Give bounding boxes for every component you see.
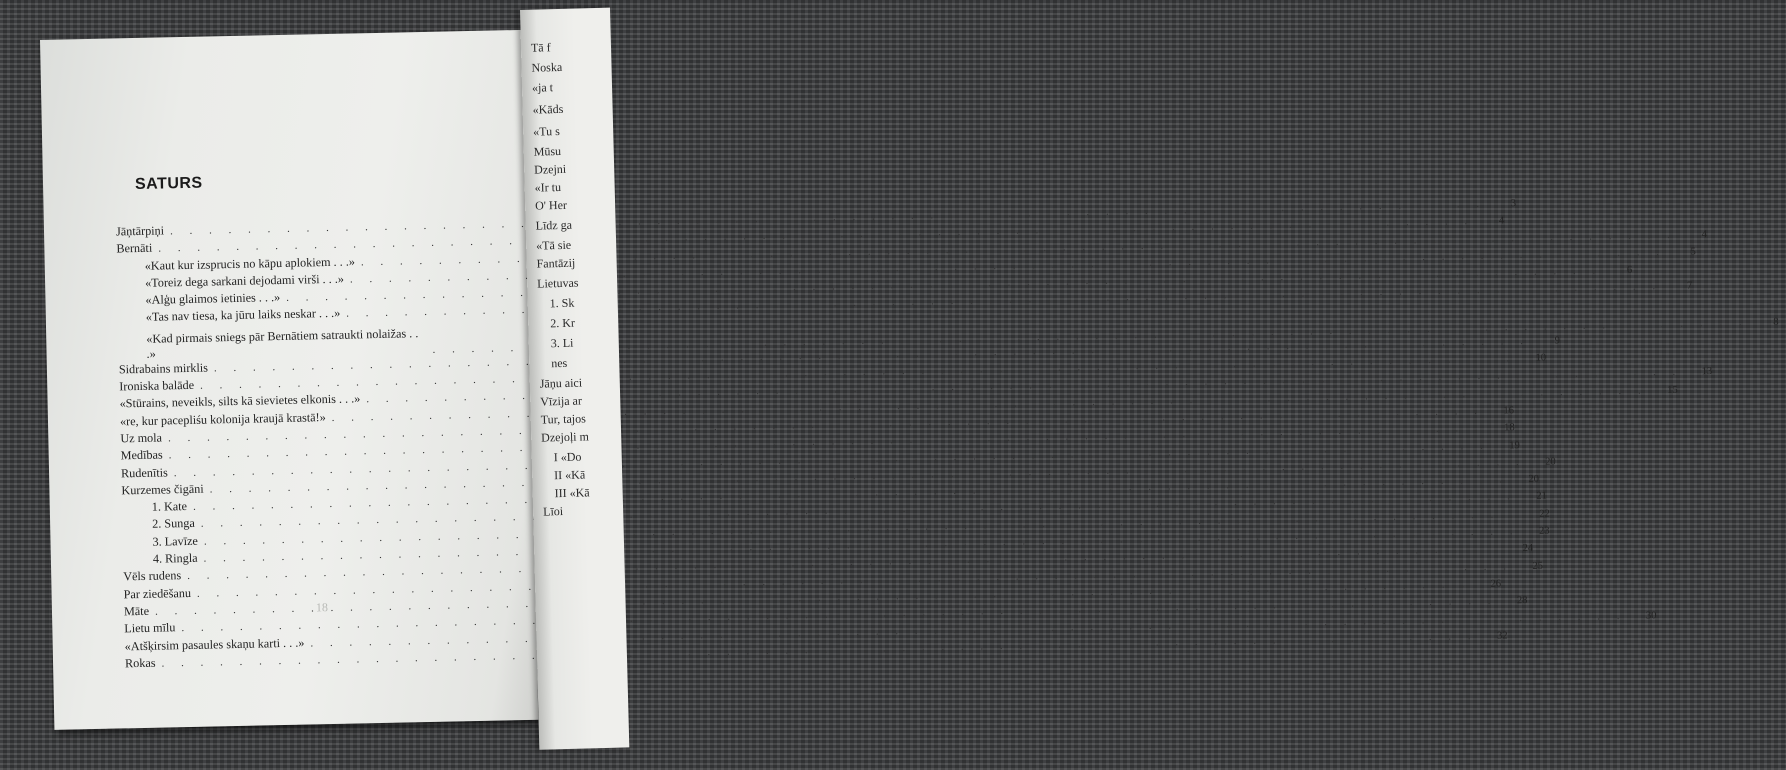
page-number: 18 [315, 600, 329, 615]
toc-entry-title: Māte [123, 603, 150, 619]
facing-page-line: Noska [531, 59, 563, 75]
facing-page-line: Lietuvas [536, 275, 579, 291]
toc-entry-title: 1. Kate [151, 499, 188, 514]
toc-entry-title: «Atšķirsim pasaules skaņu karti . . .» [124, 635, 305, 653]
toc-page-number: 4 [1498, 215, 1505, 227]
toc-page-number: 20 [1545, 456, 1556, 468]
facing-page-line: II «Kā [554, 467, 586, 483]
toc-entry-title: Rudenītis [120, 464, 168, 480]
facing-page-line: Tur, tajos [540, 411, 586, 427]
toc-entry-title: «Kaut kur izsprucis no kāpu aplokiem . . .» [144, 254, 356, 273]
toc-page-number: 8 [1773, 316, 1779, 328]
toc-page-number: 5 [1690, 246, 1696, 258]
toc-page-number: 28 [1516, 595, 1528, 607]
toc-page-number: 16 [1503, 405, 1515, 417]
facing-page-line: 3. Li [550, 335, 574, 351]
facing-page-line: «ja t [531, 80, 554, 95]
facing-page-line: Mūsu [533, 143, 562, 159]
toc-page-number: 10 [1535, 352, 1547, 364]
toc-page-number: 22 [1539, 508, 1550, 520]
toc-page-number: 24 [1522, 543, 1534, 555]
facing-page-line: Dzejni [534, 161, 567, 177]
toc-entry-title: Medības [120, 447, 163, 463]
toc-entry-title: «Stūrains, neveikls, silts kā sievietes elkonis . . .» [119, 391, 361, 411]
toc-entry-title: Ironiska balāde [119, 377, 195, 394]
toc-page-number: 20 [1528, 473, 1540, 486]
facing-page-line: Fantāzij [536, 255, 576, 271]
toc-entry-title: 3. Lavīze [152, 533, 199, 549]
page-title: SATURS [134, 174, 203, 194]
toc-entry-title: Vēls rudens [123, 568, 182, 584]
facing-page-line: Dzejoļi m [541, 429, 590, 445]
toc-entry-title: «re, kur pacepliśu kolonija kraujā krastā!» [119, 409, 326, 429]
facing-page-text [530, 8, 610, 519]
book-page-right [520, 8, 629, 750]
facing-page-line: I «Do [553, 449, 582, 465]
toc-entry-title: Uz mola [120, 430, 163, 446]
toc-page-number: 7 [1686, 280, 1693, 293]
toc-entry-title: «Alģu glaimos ietinies . . .» [145, 290, 281, 308]
toc-entry-title: Rokas [124, 655, 156, 671]
toc-page-number: 13 [1701, 366, 1713, 378]
toc-page-number: 6 [1626, 264, 1633, 277]
toc-page-number: 4 [1701, 228, 1708, 240]
facing-page-line: III «Kā [554, 485, 590, 501]
toc-page-number: 21 [1536, 490, 1547, 503]
facing-page-line: Līoi [542, 504, 564, 519]
toc-entry-title: Lietu mīlu [124, 620, 176, 636]
toc-entry-title: Par ziedēšanu [123, 585, 192, 602]
toc-page-number: 18 [1504, 422, 1515, 434]
facing-page-line: «Ir tu [534, 179, 562, 195]
toc-page-number: 23 [1538, 525, 1550, 537]
facing-page-line: Jāņu aici [539, 375, 583, 391]
toc-entry-title: «Toreiz dega sarkani dejodami virši . . .» [144, 271, 345, 290]
facing-page-line: 2. Kr [550, 315, 576, 331]
facing-page-line: «Kāds [532, 101, 564, 117]
toc-page-number: 15 [1667, 384, 1678, 396]
toc-page-number: 19 [1509, 439, 1520, 451]
toc-entry-title: «Tas nav tiesa, ka jūru laiks neskar . . .» [145, 306, 341, 325]
toc-page-number: 30 [1645, 609, 1657, 622]
toc-entry-title: Kurzemes čigāni [121, 481, 204, 498]
facing-page-line: Līdz ga [535, 217, 573, 233]
toc-entry-title: Jāņtārpiņi [115, 223, 165, 239]
toc-entry-title-wrapped: «Kad pirmais sniegs pār Bernātiem satraukti nolaižas . . .» [146, 325, 419, 361]
facing-page-line: nes [551, 355, 568, 371]
toc-page-number: 26 [1490, 578, 1502, 590]
toc-page-number: 25 [1532, 560, 1544, 572]
facing-page-line: Tā f [530, 40, 551, 55]
toc-entry-title: 2. Sunga [152, 516, 195, 532]
toc-page-number: 3 [1510, 198, 1517, 210]
facing-page-line: Vīzija ar [540, 393, 583, 409]
toc-page-number: 32 [1496, 630, 1508, 642]
facing-page-line: O' Her [534, 197, 568, 213]
facing-page-line: «Tu s [533, 124, 560, 139]
facing-page-line: «Tā sie [535, 237, 572, 253]
facing-page-line: 1. Sk [549, 295, 575, 311]
toc-entry-title: Bernāti [116, 240, 153, 256]
toc-page-number: 9 [1554, 335, 1561, 347]
toc-entry-title: 4. Ringla [152, 550, 198, 566]
toc-entry-title: Sidrabains mirklis [118, 360, 209, 377]
